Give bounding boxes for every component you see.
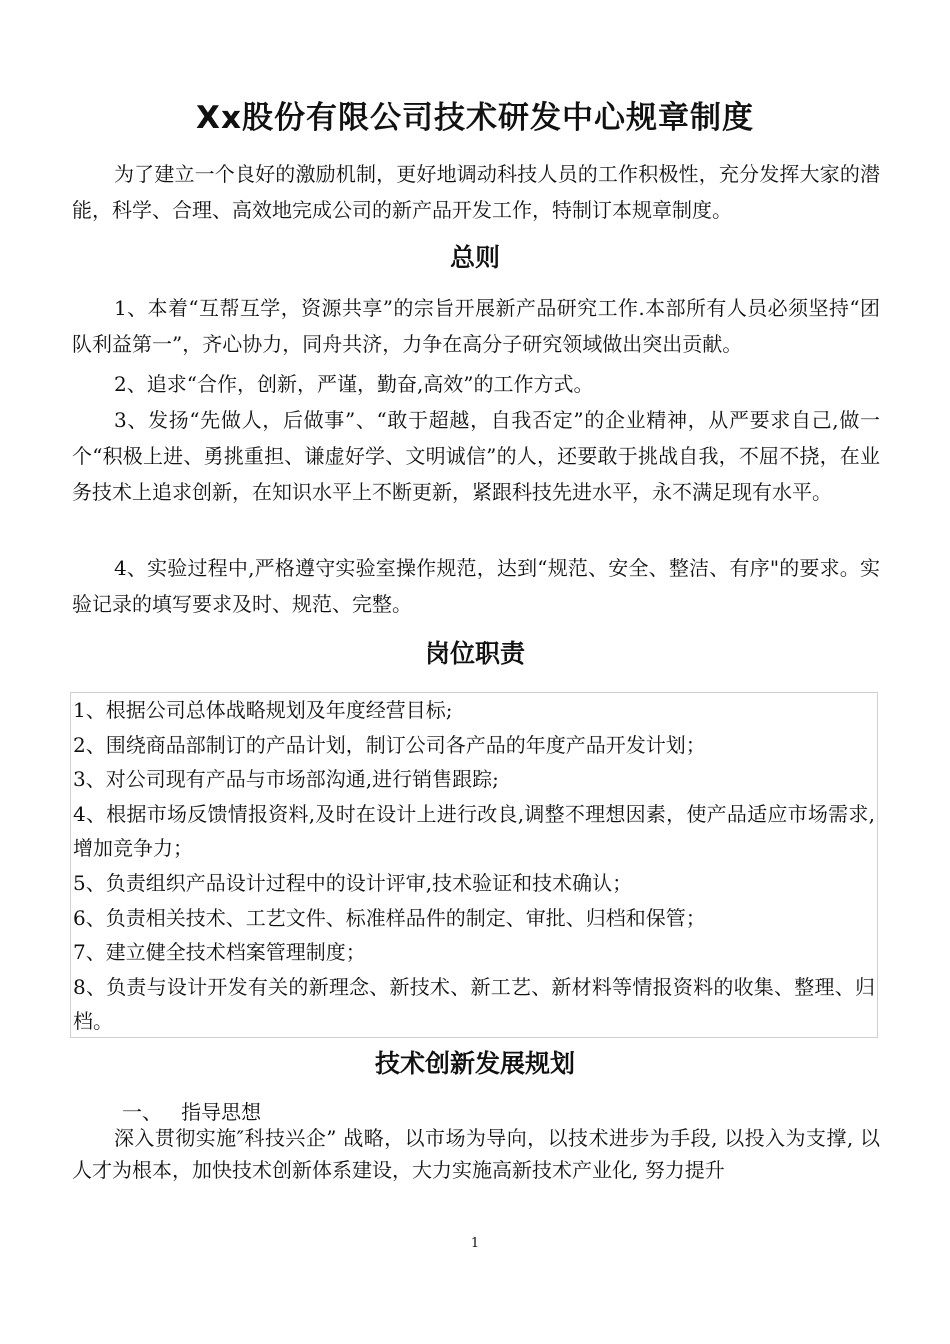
duty-item-6: 6、负责相关技术、工艺文件、标准样品件的制定、审批、归档和保管； [73,905,706,930]
duty-item-4: 4、根据市场反馈情报资料,及时在设计上进行改良,调整不理想因素，使产品适应市场需求,增加竞争力； [73,801,875,861]
duty-item-1: 1、根据公司总体战略规划及年度经营目标; [73,698,453,722]
document-title: Xx股份有限公司技术研发中心规章制度 [196,100,754,136]
general-item-3: 3、发扬“先做人，后做事”、“敢于超越，自我否定”的企业精神，从严要求自己,做一个“积极上进、勇挑重担、谦虚好学、文明诚信”的人，还要敢于挑战自我，不屈不挠，在业务技术上追求创新，在知识水平上不断更新，紧跟科技先进水平，永不满足现有水平。 [72,408,880,504]
section-heading-innovation: 技术创新发展规划 [374,1049,575,1078]
section-heading-general: 总则 [449,243,500,272]
general-item-1: 1、本着“互帮互学，资源共享”的宗旨开展新产品研究工作.本部所有人员必须坚持“团队利益第一”，齐心协力，同舟共济，力争在高分子研究领域做出突出贡献。 [72,296,880,356]
duty-item-3: 3、对公司现有产品与市场部沟通,进行销售跟踪; [73,767,499,792]
general-item-2: 2、追求“合作，创新，严谨，勤奋,高效”的工作方式。 [114,372,594,396]
duty-item-7: 7、建立健全技术档案管理制度； [73,940,366,965]
general-item-4: 4、实验过程中,严格遵守实验室操作规范，达到“规范、安全、整洁、有序"的要求。实验记录的填写要求及时、规范、完整。 [72,556,880,616]
duty-item-5: 5、负责组织产品设计过程中的设计评审,技术验证和技术确认； [73,870,633,895]
intro-paragraph: 为了建立一个良好的激励机制，更好地调动科技人员的工作积极性，充分发挥大家的潜能，科学、合理、高效地完成公司的新产品开发工作，特制订本规章制度。 [72,162,880,222]
innovation-paragraph: 深入贯彻实施″科技兴企” 战略，以市场为导向，以技术进步为手段, 以投入为支撑, 以人才为根本，加快技术创新体系建设，大力实施高新技术产业化, 努力提升 [72,1126,880,1182]
section-heading-duties: 岗位职责 [424,639,525,668]
duties-list [70,692,878,1038]
duty-item-8: 8、负责与设计开发有关的新理念、新技术、新工艺、新材料等情报资料的收集、整理、归档。 [73,974,875,1034]
duty-item-2: 2、围绕商品部制订的产品计划，制订公司各产品的年度产品开发计划； [73,732,706,757]
page-number: 1 [470,1236,480,1251]
innovation-subheading: 一、 指导思想 [122,1100,262,1124]
